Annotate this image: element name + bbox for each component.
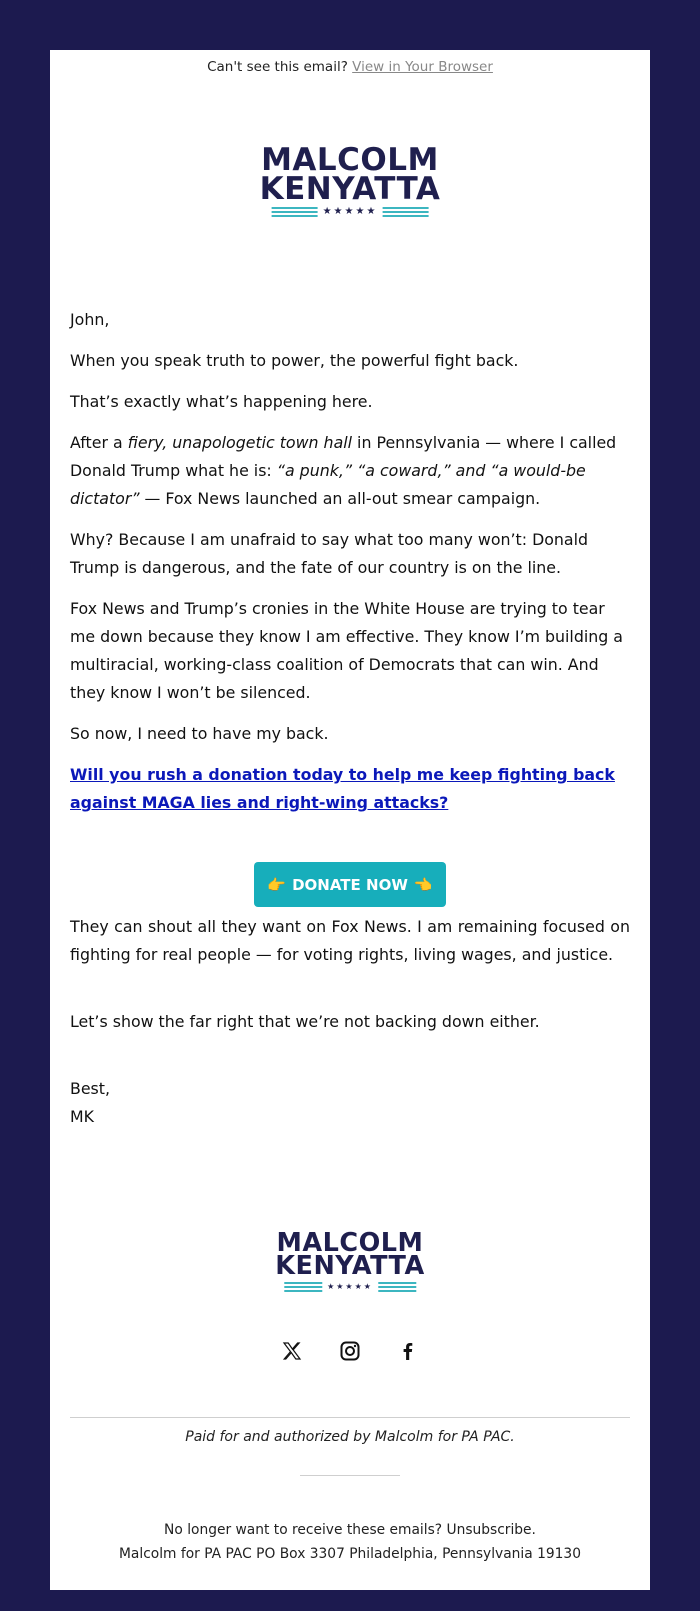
campaign-logo-top (259, 142, 441, 218)
paragraph-7: They can shout all they want on Fox News. I am remaining focused on fighting for real people — for voting rights, living wages, and justice. (70, 917, 630, 964)
social-links (50, 1340, 650, 1362)
greeting: John, (70, 310, 110, 329)
signoff-block (70, 1075, 630, 1131)
logo-stars: ★★★★★ (327, 1282, 373, 1292)
footer-divider (70, 1417, 630, 1418)
logo-stars-rule (260, 206, 441, 217)
donation-ask (70, 761, 630, 817)
donation-ask-link[interactable]: Will you rush a donation today to help me keep fighting back against MAGA lies and right-wing attacks? (70, 765, 615, 812)
logo-stars: ★★★★★ (322, 206, 378, 218)
paragraph-4: Why? Because I am unafraid to say what too many won’t: Donald Trump is dangerous, and the fate of our country is on the line. (70, 530, 589, 577)
paid-for-disclaimer: Paid for and authorized by Malcolm for PA PAC. (185, 1429, 515, 1445)
paragraph-1: When you speak truth to power, the powerful fight back. (70, 351, 519, 370)
pointing-right-icon: 👉 (267, 875, 287, 894)
logo-lines-left (284, 1282, 322, 1292)
email-closing (70, 913, 630, 969)
logo-line1: MALCOLM (261, 142, 439, 178)
x-icon[interactable] (282, 1340, 302, 1362)
logo-line1: MALCOLM (276, 1228, 424, 1258)
paragraph-3: After a fiery, unapologetic town hall in Pennsylvania — where I called Donald Trump what he is: “a punk,” “a coward,” and “a would-be dictator” — Fox News launched an all-out smear campaign. (70, 433, 617, 508)
pointing-left-icon: 👈 (413, 875, 433, 894)
campaign-logo-bottom (275, 1228, 425, 1292)
paragraph-5: Fox News and Trump’s cronies in the White House are trying to tear me down because they know I am effective. They know I’m building a multiracial, working-class coalition of Democrats that can win. And they know I won’t be silenced. (70, 599, 623, 702)
view-in-browser-bar (50, 59, 650, 75)
footer (50, 1518, 650, 1566)
email-card (50, 50, 650, 1590)
view-in-browser-link[interactable]: View in Your Browser (352, 59, 493, 75)
unsubscribe-text[interactable]: No longer want to receive these emails? Unsubscribe. (164, 1522, 536, 1538)
donate-now-label: DONATE NOW (292, 875, 408, 894)
logo-line2: KENYATTA (259, 170, 441, 207)
logo-lines-left (272, 207, 318, 217)
logo-stars-rule (275, 1282, 424, 1292)
logo-lines-right (382, 207, 428, 217)
logo-lines-right (378, 1282, 416, 1292)
footer-short-rule (300, 1475, 400, 1476)
signature: MK (70, 1107, 94, 1126)
mailing-address: Malcolm for PA PAC PO Box 3307 Philadelphia, Pennsylvania 19130 (119, 1546, 581, 1562)
cant-see-text: Can't see this email? (207, 59, 348, 75)
email-body (70, 306, 630, 817)
paragraph-8: Let’s show the far right that we’re not backing down either. (70, 1012, 540, 1031)
logo-line2: KENYATTA (275, 1251, 425, 1282)
signoff: Best, (70, 1079, 111, 1098)
donate-now-button[interactable] (254, 862, 446, 907)
instagram-icon[interactable] (340, 1340, 360, 1362)
facebook-icon[interactable] (398, 1340, 418, 1362)
paragraph-2: That’s exactly what’s happening here. (70, 392, 373, 411)
paragraph-8-wrap (70, 1008, 630, 1036)
paragraph-6: So now, I need to have my back. (70, 724, 329, 743)
